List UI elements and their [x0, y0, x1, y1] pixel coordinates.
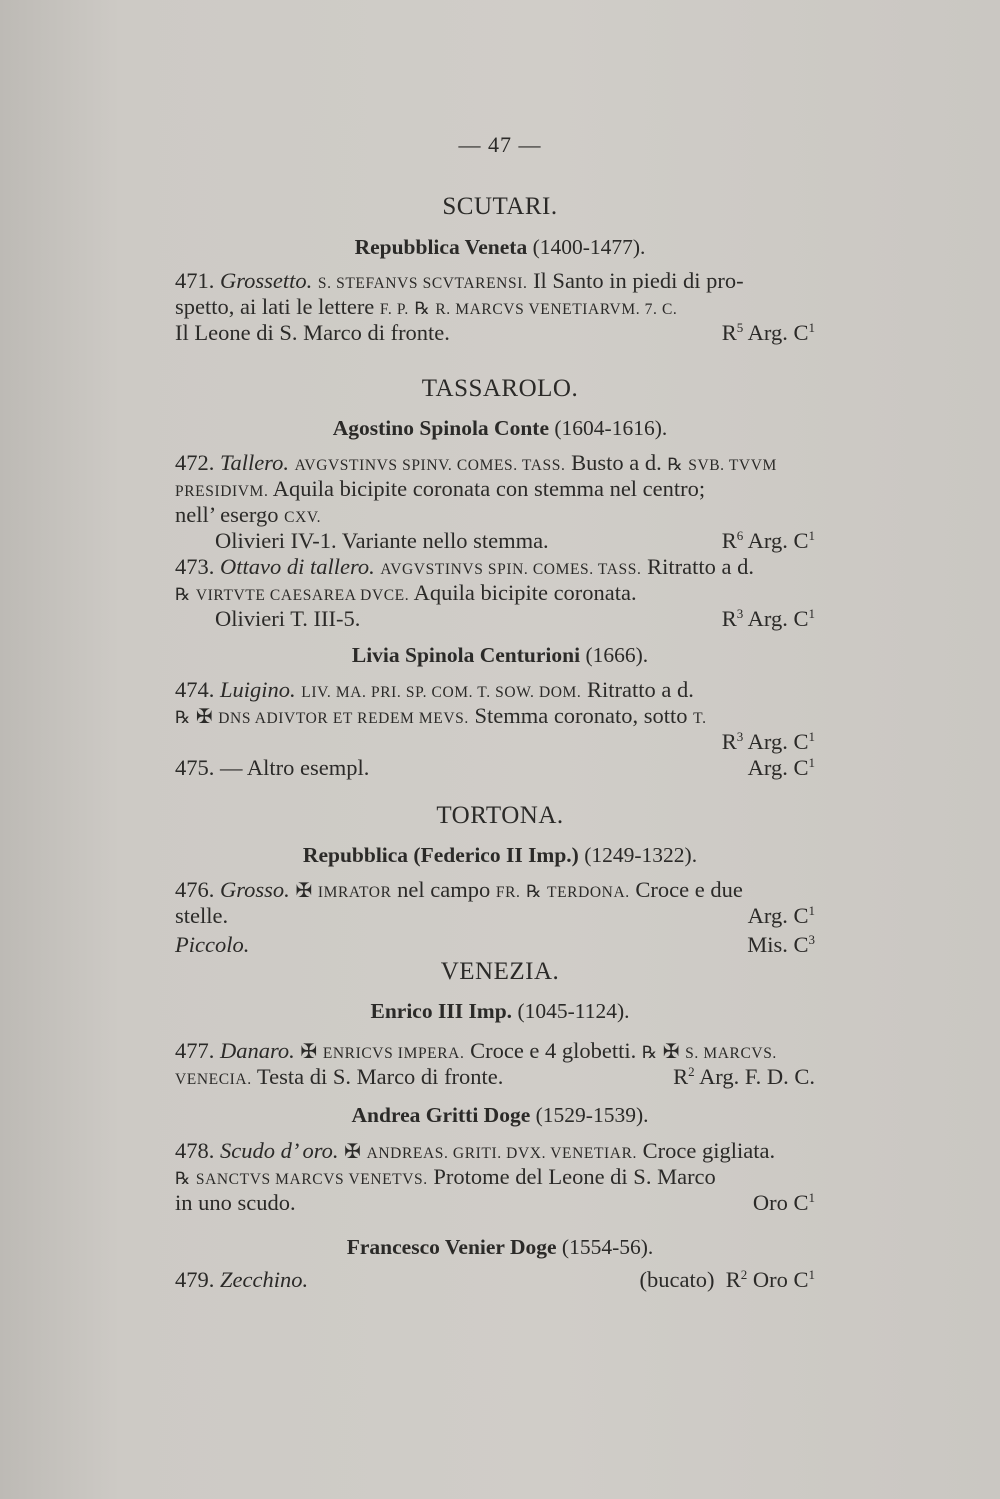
ruler-heading [0, 843, 1000, 868]
ruler-heading [0, 1103, 1000, 1128]
catalog-entry-476 [175, 877, 815, 931]
coin-legend: S. MARCVS. [685, 1045, 777, 1062]
rarity-metal-grade: $R^2$ Arg. F. D. C. [673, 1064, 815, 1089]
coin-name: Danaro. [220, 1038, 295, 1063]
coin-legend: R. MARCVS VENETIARVM. 7. C. [435, 301, 678, 318]
reverse-symbol: ℞ [414, 299, 430, 318]
ruler-name: Enrico III Imp. [370, 999, 513, 1023]
ruler-dates: (1529-1539). [535, 1103, 649, 1127]
coin-name: Grossetto. [220, 268, 313, 293]
coin-description: Busto a d. [565, 450, 668, 475]
reverse-symbol: ℞ [175, 585, 191, 604]
coin-legend: S. STEFANVS SCVTARENSI. [317, 275, 528, 292]
coin-legend: DNS ADIVTOR ET REDEM MEVS. [218, 710, 469, 727]
coin-letters: F. P. [379, 301, 409, 318]
rarity-metal-grade: $R^3$ Arg. $C^1$ [721, 606, 815, 631]
coin-description: Il Leone di S. Marco di fronte. [175, 320, 450, 345]
entry-number: 477. [175, 1038, 215, 1063]
rarity-metal-grade: $R^3$ Arg. $C^1$ [721, 729, 815, 754]
metal-grade: Arg. $C^1$ [747, 903, 815, 928]
entry-number: 472. [175, 450, 215, 475]
entry-number: 475. [175, 755, 215, 780]
coin-description: Ritratto a d. [641, 554, 754, 579]
coin-legend: VIRTVTE CAESAREA DVCE. [195, 587, 410, 604]
coin-legend: SVB. TVVM [688, 457, 777, 474]
entry-number: 476. [175, 877, 215, 902]
rarity-metal-grade: $R^5$ Arg. $C^1$ [721, 320, 815, 345]
coin-name: Piccolo. [175, 932, 250, 957]
coin-name: Luigino. [220, 677, 296, 702]
coin-description: nell’ esergo [175, 502, 285, 527]
entry-number: 478. [175, 1138, 215, 1163]
coin-letters: T. [693, 710, 707, 727]
coin-name: Tallero. [220, 450, 289, 475]
note-rarity-metal-grade: (bucato) $R^2$ Oro $C^1$ [639, 1267, 815, 1292]
ruler-heading [0, 1235, 1000, 1260]
catalog-entry-471 [175, 268, 815, 348]
reverse-symbol: ℞ [667, 455, 683, 474]
entry-number: 473. [175, 554, 215, 579]
coin-legend: SANCTVS MARCVS VENETVS. [195, 1171, 428, 1188]
section-heading-venezia: VENEZIA. [440, 958, 560, 985]
coin-letters: FR. [495, 884, 521, 901]
coin-legend: PRESIDIVM. [175, 483, 269, 500]
coin-description: in uno scudo. [175, 1190, 296, 1215]
ruler-heading [0, 235, 1000, 260]
section-heading-scutari: SCUTARI. [442, 193, 558, 220]
catalog-entry-472 [175, 450, 815, 556]
ruler-dates: (1249-1322). [584, 843, 698, 867]
metal-grade: Oro $C^1$ [752, 1190, 815, 1215]
ruler-heading [0, 416, 1000, 441]
coin-description: Il Santo in piedi di pro- [527, 268, 744, 293]
cross-icon: ✠ [662, 1041, 680, 1063]
coin-name: Zecchino. [220, 1267, 309, 1292]
coin-description: Protome del Leone di S. Marco [427, 1164, 716, 1189]
coin-legend: ANDREAS. GRITI. DVX. VENETIAR. [366, 1145, 637, 1162]
coin-name: Grosso. [220, 877, 290, 902]
ruler-heading [0, 999, 1000, 1024]
ruler-dates: (1604-1616). [554, 416, 668, 440]
section-heading-tortona: TORTONA. [436, 802, 564, 829]
coin-legend: ENRICVS IMPERA. [322, 1045, 465, 1062]
bibliographic-reference: Olivieri T. III-5. [215, 606, 361, 631]
catalog-entry-475 [175, 755, 815, 783]
coin-description: Croce gigliata. [637, 1138, 776, 1163]
catalog-entry-478 [175, 1138, 815, 1218]
ruler-name: Repubblica Veneta [354, 235, 528, 259]
reverse-symbol: ℞ [175, 708, 191, 727]
cross-icon: ✠ [195, 706, 213, 728]
ruler-dates: (1400-1477). [532, 235, 646, 259]
coin-legend: AVGVSTINVS SPINV. COMES. TASS. [294, 457, 566, 474]
coin-description: stelle. [175, 903, 229, 928]
coin-description: — Altro esempl. [220, 755, 370, 780]
catalog-entry-474 [175, 677, 815, 757]
rarity-metal-grade: $R^6$ Arg. $C^1$ [721, 528, 815, 553]
catalog-entry-477 [175, 1038, 815, 1092]
coin-description: spetto, ai lati le lettere [175, 294, 380, 319]
entry-number: 471. [175, 268, 215, 293]
catalog-entry-479 [175, 1267, 815, 1295]
page-number: — 47 — [458, 132, 542, 157]
reverse-symbol: ℞ [526, 882, 542, 901]
ruler-name: Andrea Gritti Doge [351, 1103, 531, 1127]
coin-legend: IMRATOR [317, 884, 392, 901]
coin-legend: VENECIA. [175, 1071, 252, 1088]
coin-description: Aquila bicipite coronata. [409, 580, 637, 605]
coin-description: nel campo [391, 877, 496, 902]
coin-legend: TERDONA. [547, 884, 630, 901]
coin-description: Ritratto a d. [581, 677, 694, 702]
coin-name: Scudo d’ oro. [220, 1138, 339, 1163]
entry-number: 479. [175, 1267, 215, 1292]
cross-icon: ✠ [295, 880, 313, 902]
reverse-symbol: ℞ [175, 1169, 191, 1188]
ruler-name: Agostino Spinola Conte [332, 416, 549, 440]
catalog-entry-473 [175, 554, 815, 634]
coin-legend: AVGVSTINVS SPIN. COMES. TASS. [380, 561, 642, 578]
ruler-heading [0, 643, 1000, 668]
coin-description: Testa di S. Marco di fronte. [251, 1064, 504, 1089]
entry-number: 474. [175, 677, 215, 702]
ruler-dates: (1045-1124). [517, 999, 630, 1023]
cross-icon: ✠ [300, 1041, 318, 1063]
coin-name: Ottavo di tallero. [220, 554, 375, 579]
bibliographic-reference: Olivieri IV-1. Variante nello stemma. [215, 528, 549, 553]
coin-description: Aquila bicipite coronata con stemma nel centro; [268, 476, 706, 501]
ruler-dates: (1666). [585, 643, 649, 667]
coin-description: Stemma coronato, sotto [468, 703, 694, 728]
metal-grade: Mis. $C^3$ [747, 932, 815, 957]
coin-description: Croce e 4 globetti. [464, 1038, 642, 1063]
ruler-name: Repubblica (Federico II Imp.) [302, 843, 579, 867]
coin-description: Croce e due [629, 877, 743, 902]
coin-legend: CXV. [284, 509, 322, 526]
cross-icon: ✠ [344, 1141, 361, 1163]
reverse-symbol: ℞ [641, 1043, 658, 1062]
ruler-dates: (1554-56). [561, 1235, 654, 1259]
ruler-name: Livia Spinola Centurioni [351, 643, 581, 667]
metal-grade: Arg. $C^1$ [747, 755, 815, 780]
section-heading-tassarolo: TASSAROLO. [421, 375, 579, 402]
coin-legend: LIV. MA. PRI. SP. COM. T. SOW. DOM. [301, 684, 582, 701]
catalog-entry-piccolo [175, 932, 815, 960]
ruler-name: Francesco Venier Doge [346, 1235, 557, 1259]
